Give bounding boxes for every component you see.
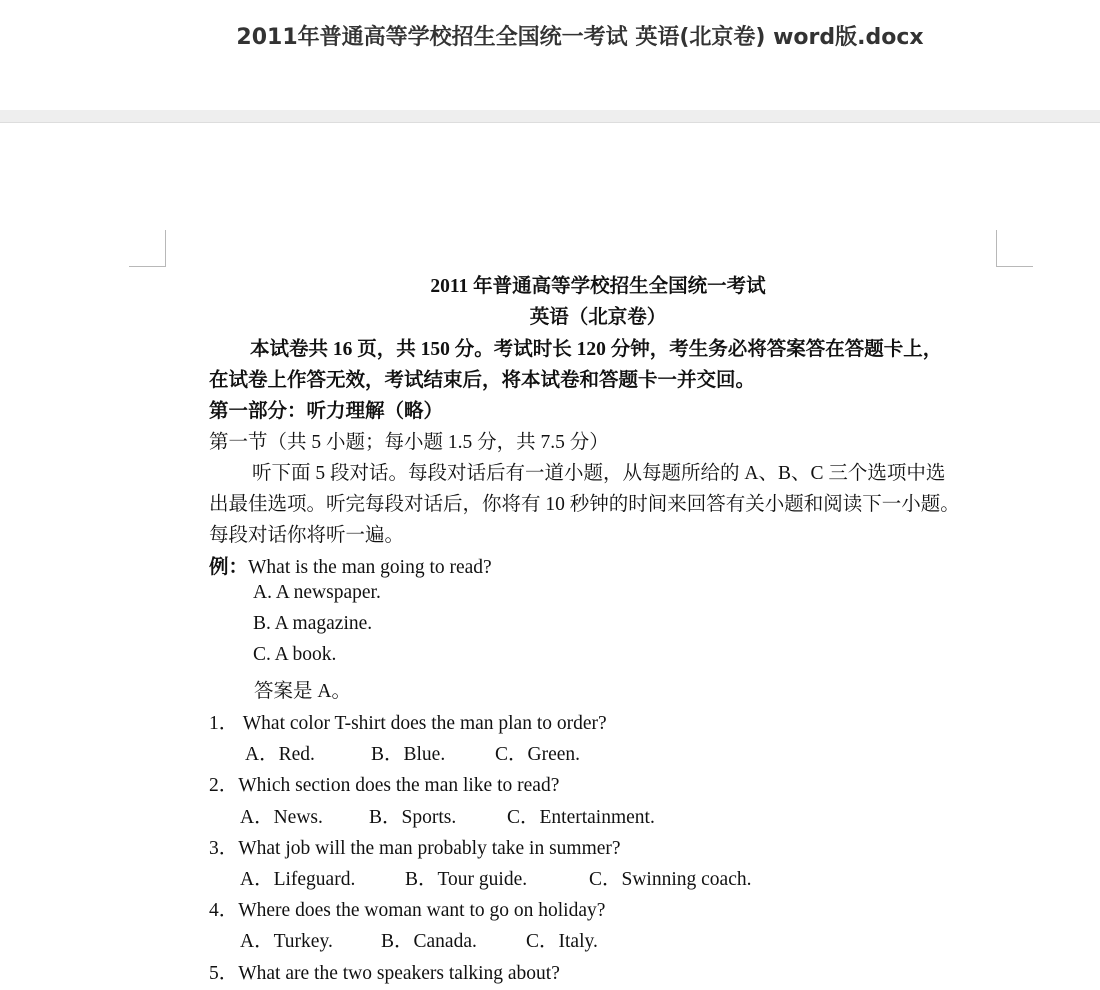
question-1-option-b: B．Blue.: [371, 744, 446, 765]
header-divider: [0, 110, 1100, 123]
question-2-option-a: A．News.: [240, 807, 323, 828]
question-3-option-b: B．Tour guide.: [405, 869, 528, 890]
question-5: 5．What are the two speakers talking about?: [209, 963, 560, 984]
example-answer: 答案是 A。: [254, 681, 351, 702]
document-page: [0, 123, 1100, 990]
question-3-option-a: A．Lifeguard.: [240, 869, 356, 890]
example-question-text: What is the man going to read?: [248, 557, 492, 578]
question-3: 3．What job will the man probably take in summer?: [209, 838, 621, 859]
document-title: 2011年普通高等学校招生全国统一考试 英语(北京卷) word版.docx: [236, 25, 924, 50]
notice-line-2: 在试卷上作答无效，考试结束后，将本试卷和答题卡一并交回。: [209, 370, 756, 391]
example-option-a: A. A newspaper.: [253, 582, 381, 603]
instruction-line-3: 每段对话你将听一遍。: [209, 525, 405, 546]
example-option-c: C. A book.: [253, 644, 337, 665]
example-label: 例：: [209, 557, 249, 578]
question-4-option-c: C．Italy.: [526, 931, 598, 952]
section-heading: 第一节（共 5 小题；每小题 1.5 分，共 7.5 分）: [209, 432, 609, 453]
question-2-option-c: C．Entertainment.: [507, 807, 655, 828]
example-question: [209, 551, 492, 579]
question-2: 2．Which section does the man like to read?: [209, 775, 560, 796]
instruction-line-2: 出最佳选项。听完每段对话后，你将有 10 秒钟的时间来回答有关小题和阅读下一小题。: [209, 494, 960, 515]
exam-title: 2011 年普通高等学校招生全国统一考试: [430, 276, 766, 297]
question-3-option-c: C．Swinning coach.: [589, 869, 752, 890]
question-4-option-a: A．Turkey.: [240, 931, 333, 952]
question-4: 4．Where does the woman want to go on holiday?: [209, 900, 606, 921]
question-1-option-c: C．Green.: [495, 744, 581, 765]
crop-mark-top-left: [129, 230, 166, 267]
question-1: 1． What color T-shirt does the man plan to order?: [209, 713, 607, 734]
notice-line-1: 本试卷共 16 页，共 150 分。考试时长 120 分钟，考生务必将答案答在答题卡上，: [250, 339, 943, 360]
crop-mark-top-right: [996, 230, 1033, 267]
part-heading: 第一部分：听力理解（略）: [209, 401, 444, 422]
question-4-option-b: B．Canada.: [381, 931, 477, 952]
document-header: [0, 0, 1100, 110]
exam-subtitle: 英语（北京卷）: [529, 307, 667, 328]
question-1-option-a: A．Red.: [245, 744, 315, 765]
instruction-line-1: 听下面 5 段对话。每段对话后有一道小题，从每题所给的 A、B、C 三个选项中选: [252, 463, 946, 484]
question-2-option-b: B．Sports.: [369, 807, 457, 828]
example-option-b: B. A magazine.: [253, 613, 373, 634]
